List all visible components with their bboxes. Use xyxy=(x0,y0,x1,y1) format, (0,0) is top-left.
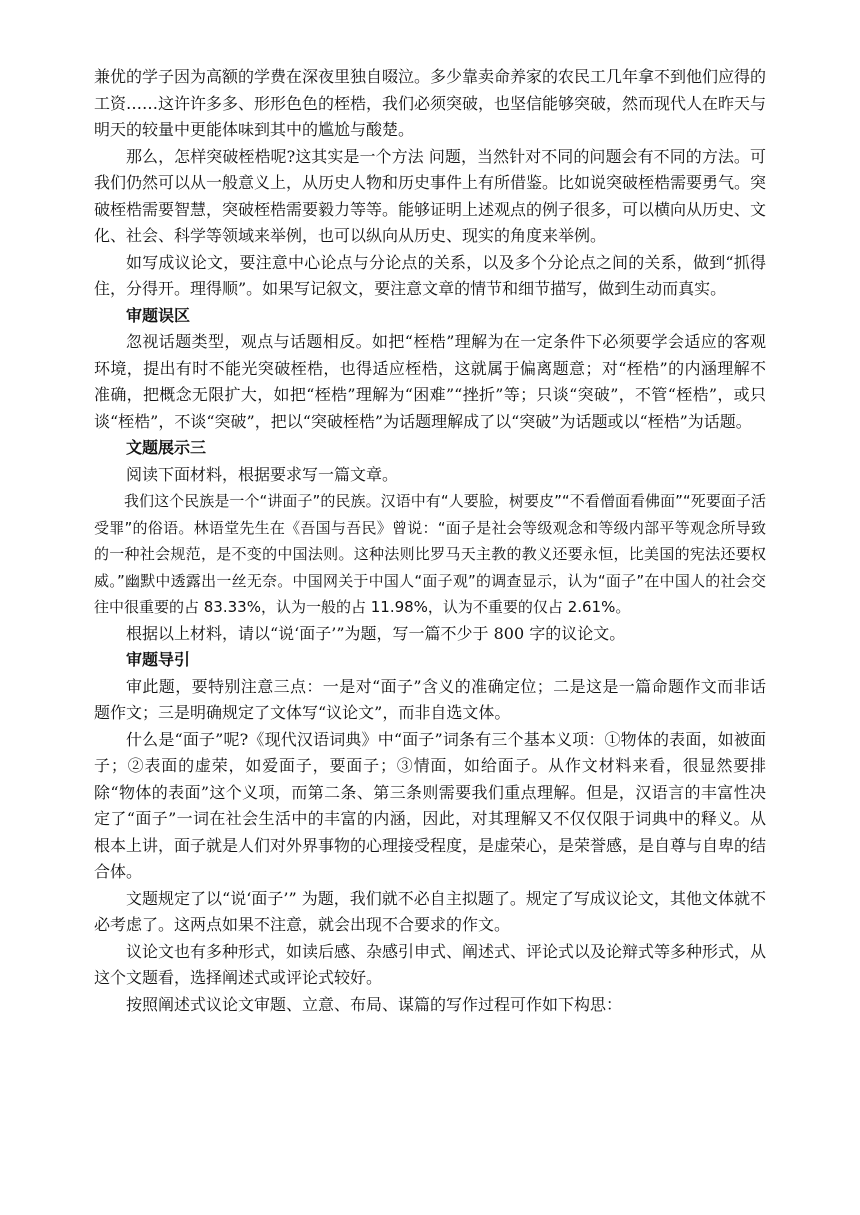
paragraph-instruction: 阅读下面材料，根据要求写一篇文章。 xyxy=(126,464,399,484)
section-heading-misreading: 审题误区 xyxy=(126,305,191,325)
paragraph-guidance-4: 议论文也有多种形式，如读后感、杂感引申式、阐述式、评论式以及论辩式等多种形式，从这个文题看，选择阐述式或评论式较好。 xyxy=(94,941,767,987)
paragraph-misreading: 忽视话题类型，观点与话题相反。如把“桎梏”理解为在一定条件下必须要学会适应的客观环境，提出有时不能光突破桎梏，也得适应桎梏，这就属于偏离题意；对“桎梏”的内涵理解不准确，把概念无限扩大，如把“桎梏”理解为“困难”“挫折”等；只谈“突破”，不管“桎梏”，或只谈“桎梏”，不谈“突破”，把以“突破桎梏”为话题理解成了以“突破”为话题或以“桎梏”为话题。 xyxy=(94,332,766,431)
document-page xyxy=(94,64,766,1018)
paragraph-guidance-3: 文题规定了以“说‘面子’” 为题，我们就不必自主拟题了。规定了写成议论文，其他文体就不必考虑了。这两点如果不注意，就会出现不合要求的作文。 xyxy=(94,888,766,934)
paragraph-guidance-2: 什么是“面子”呢?《现代汉语词典》中“面子”词条有三个基本义项：①物体的表面，如被面子；②表面的虚荣，如爱面子，要面子；③情面，如给面子。从作文材料来看，很显然要排除“物体的表面”这个义项，而第二条、第三条则需要我们重点理解。但是，汉语言的丰富性决定了“面子”一词在社会生活中的丰富的内涵，因此，对其理解又不仅仅限于词典中的释义。从根本上讲，面子就是人们对外界事物的心理接受程度，是虚荣心，是荣誉感，是自尊与自卑的结合体。 xyxy=(94,729,767,881)
paragraph-guidance-1: 审此题，要特别注意三点：一是对“面子”含义的准确定位；二是这是一篇命题作文而非话题作文；三是明确规定了文体写“议论文”，而非自选文体。 xyxy=(94,676,766,722)
paragraph-method: 那么，怎样突破桎梏呢?这其实是一个方法 问题，当然针对不同的问题会有不同的方法。可我们仍然可以从一般意义上，从历史人物和历史事件上有所借鉴。比如说突破桎梏需要勇气。突破桎梏需要智慧，突破桎梏需要毅力等等。能够证明上述观点的例子很多，可以横向从历史、文化、社会、科学等领域来举例，也可以纵向从历史、现实的角度来举例。 xyxy=(94,146,767,245)
paragraph-continuation: 兼优的学子因为高额的学费在深夜里独自啜泣。多少靠卖命养家的农民工几年拿不到他们应得的工资……这许许多多、形形色色的桎梏，我们必须突破，也坚信能够突破，然而现代人在昨天与明天的较量中更能体味到其中的尴尬与酸楚。 xyxy=(94,67,767,139)
paragraph-requirement: 根据以上材料，请以“说‘面子’”为题，写一篇不少于 800 字的议论文。 xyxy=(126,623,626,643)
material-quote: 我们这个民族是一个“讲面子”的民族。汉语中有“人要脸，树要皮”“不看僧面看佛面”“死要面子活受罪”的俗语。林语堂先生在《吾国与吾民》曾说：“面子是社会等级观念和等级内部平等观念所导致的一种社会规范，是不变的中国法则。这种法则比罗马天主教的教义还要永恒，比美国的宪法还要权威。”幽默中透露出一丝无奈。中国网关于中国人“面子观”的调查显示，认为“面子”在中国人的社会交往中很重要的占 83.33%，认为一般的占 11.98%，认为不重要的仅占 2.61%。 xyxy=(94,492,766,616)
section-heading-prompt-three: 文题展示三 xyxy=(126,438,207,457)
section-heading-guidance: 审题导引 xyxy=(126,650,191,669)
paragraph-writing-advice: 如写成议论文，要注意中心论点与分论点的关系，以及多个分论点之间的关系，做到“抓得住，分得开。理得顺”。如果写记叙文，要注意文章的情节和细节描写，做到生动而真实。 xyxy=(94,252,766,298)
paragraph-guidance-5: 按照阐述式议论文审题、立意、布局、谋篇的写作过程可作如下构思： xyxy=(126,994,623,1014)
